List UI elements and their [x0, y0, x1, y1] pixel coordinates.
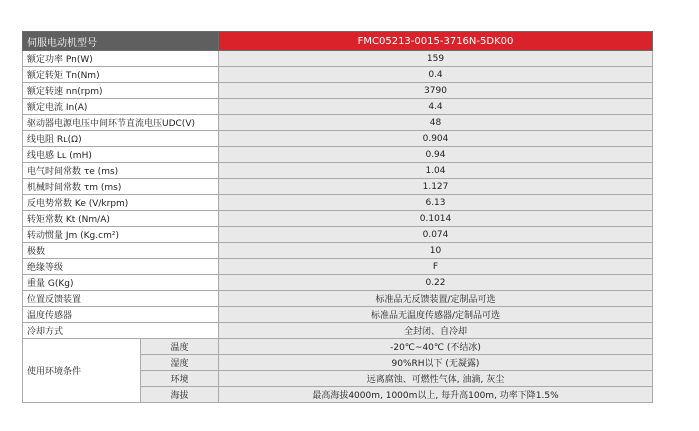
row-label: 极数 [23, 243, 219, 259]
row-value: 0.94 [219, 147, 653, 163]
row-label: 额定转矩 Tn(Nm) [23, 67, 219, 83]
model-header-label: 伺服电动机型号 [23, 32, 219, 51]
row-label: 额定功率 Pn(W) [23, 51, 219, 67]
row-value: 1.04 [219, 163, 653, 179]
row-value: 48 [219, 115, 653, 131]
row-label: 反电势常数 Ke (V/krpm) [23, 195, 219, 211]
table-row [23, 67, 653, 83]
row-label: 线电阻 Rʟ(Ω) [23, 131, 219, 147]
row-value: 0.22 [219, 275, 653, 291]
environment-item-value: 最高海拔4000m, 1000m以上, 每升高100m, 功率下降1.5% [219, 387, 653, 403]
table-row [23, 259, 653, 275]
environment-item-value: 远离腐蚀、可燃性气体, 油滴, 灰尘 [219, 371, 653, 387]
environment-item-name: 温度 [141, 339, 219, 355]
row-label: 机械时间常数 τm (ms) [23, 179, 219, 195]
row-value: 6.13 [219, 195, 653, 211]
table-row [23, 195, 653, 211]
table-row [23, 307, 653, 323]
row-label: 转矩常数 Kt (Nm/A) [23, 211, 219, 227]
row-value: 1.127 [219, 179, 653, 195]
table-row [23, 211, 653, 227]
row-value: 标准品无反馈装置/定制品可选 [219, 291, 653, 307]
table-row [23, 323, 653, 339]
row-value: 全封闭、自冷却 [219, 323, 653, 339]
row-label: 绝缘等级 [23, 259, 219, 275]
table-row [23, 83, 653, 99]
table-row [23, 291, 653, 307]
row-value: F [219, 259, 653, 275]
row-value: 4.4 [219, 99, 653, 115]
environment-label: 使用环境条件 [23, 339, 141, 403]
environment-item-value: -20℃~40℃ (不结冰) [219, 339, 653, 355]
table-row [23, 243, 653, 259]
row-value: 0.4 [219, 67, 653, 83]
row-label: 驱动器电源电压中间环节直流电压UDC(V) [23, 115, 219, 131]
row-label: 转动惯量 Jm (Kg.cm²) [23, 227, 219, 243]
row-value: 0.904 [219, 131, 653, 147]
table-row [23, 51, 653, 67]
row-label: 线电感 Lʟ (mH) [23, 147, 219, 163]
row-label: 电气时间常数 τe (ms) [23, 163, 219, 179]
row-label: 位置反馈装置 [23, 291, 219, 307]
environment-item-name: 海拔 [141, 387, 219, 403]
row-value: 0.1014 [219, 211, 653, 227]
environment-item-name: 环境 [141, 371, 219, 387]
table-row [23, 115, 653, 131]
row-label: 额定转速 nn(rpm) [23, 83, 219, 99]
row-value: 3790 [219, 83, 653, 99]
table-row [23, 147, 653, 163]
model-number: FMC05213-0015-3716N-5DK00 [219, 32, 653, 51]
environment-item-value: 90%RH以下 (无凝露) [219, 355, 653, 371]
row-label: 温度传感器 [23, 307, 219, 323]
row-label: 冷却方式 [23, 323, 219, 339]
table-row [23, 227, 653, 243]
table-row [23, 163, 653, 179]
table-row [23, 99, 653, 115]
row-value: 10 [219, 243, 653, 259]
row-label: 重量 G(Kg) [23, 275, 219, 291]
environment-row [23, 339, 653, 355]
environment-item-name: 湿度 [141, 355, 219, 371]
servo-motor-spec-table [22, 31, 653, 403]
row-value: 0.074 [219, 227, 653, 243]
row-value: 159 [219, 51, 653, 67]
row-label: 额定电流 In(A) [23, 99, 219, 115]
table-row [23, 275, 653, 291]
table-row [23, 131, 653, 147]
table-header-row [23, 32, 653, 51]
table-row [23, 179, 653, 195]
row-value: 标准品无温度传感器/定制品可选 [219, 307, 653, 323]
